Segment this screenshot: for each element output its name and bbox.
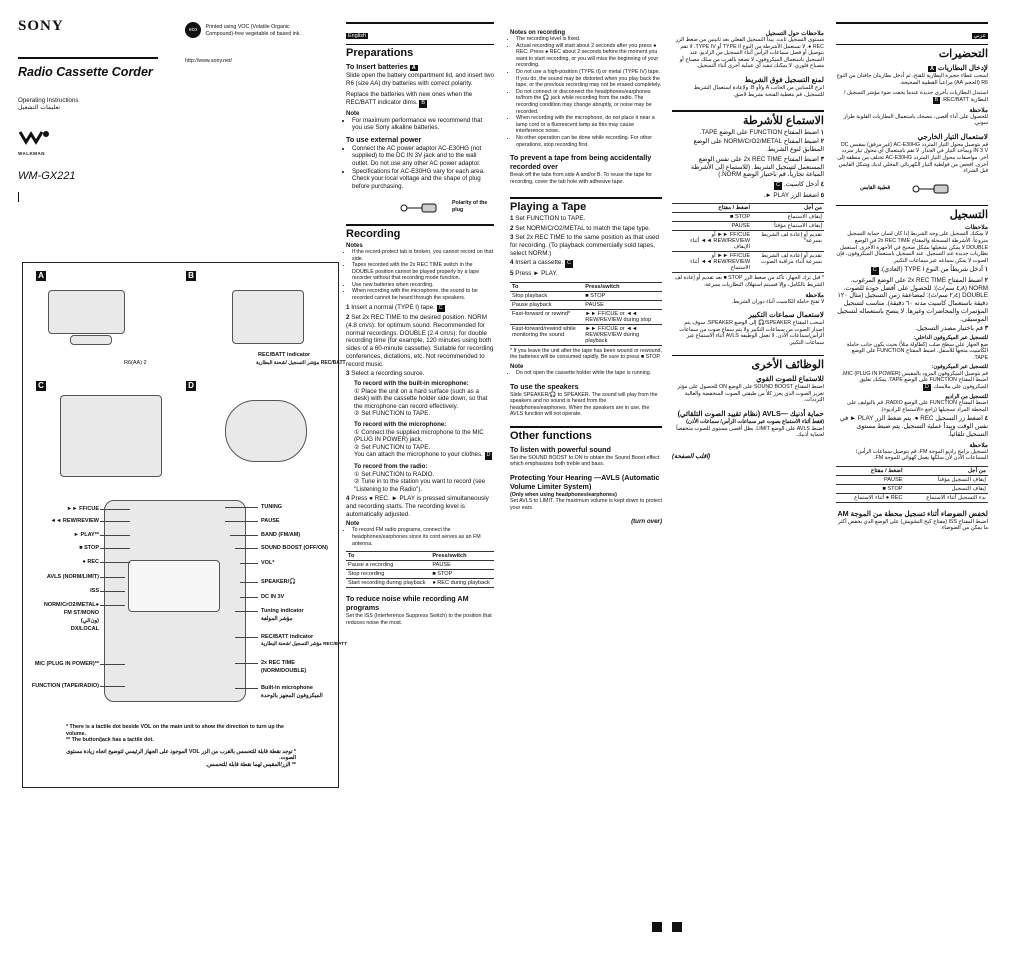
- table-header-row: من أجل اضغط / مفتاح: [836, 466, 988, 475]
- ar-prevent-heading: لمنع التسجيل فوق الشريط: [744, 74, 824, 84]
- label-fm-st-mono-ar: (ون/لي): [80, 618, 99, 624]
- prevent-overwrite-text: Break off the tabs from side A and/or B. To reuse the tape for recording, cover the tab hole with adhesive tape.: [510, 172, 653, 185]
- sony-url[interactable]: http://www.sony.net/: [185, 58, 233, 64]
- recording-operations-table: [346, 551, 494, 588]
- ar-notes-recording-text: مستوى التسجيل ثابت. يبدأ التسجيل الفعلي بعد ثانيتين من ضغط الزر REC ●. لا تستعمل الأشرطة من النوع TYPE II أو TYPE IV. لا تقم بتوصيل أو فصل سماعات الرأس أثناء التسجيل من الراديو. عند التسجيل باستعمال الميكروفون، لا تضعه بالقرب من سلك مصباح أو مصباح فلوري. لا يمكنك تنفيذ أي عملية أخرى أثناء التسجيل.: [675, 37, 824, 70]
- play-step-1: 1 Set FUNCTION to TAPE.: [510, 214, 586, 222]
- ar-ext-heading: لاستعمال التيار الخارجي: [917, 131, 988, 141]
- label-tuning-indicator-ar: مؤشر المولفة: [261, 616, 293, 622]
- label-norm-double: (NORM/DOUBLE): [261, 668, 307, 674]
- section-rule: [510, 197, 662, 199]
- recbatt-ar-label-b: مؤشر التسجيل /شحنة البطارية REC/BATT: [256, 360, 346, 366]
- leader-line: [240, 597, 258, 598]
- ar-rec-step-2: ٢ اضبط المفتاح 2x REC TIME على الوضع المرغوب. NORM (٤٫٨ سم/ث): للحصول على أفضل جودة للصوت. DOUBLE (٢٫٤ سم/ث): لمضاعفة زمن التسجيل (مثال ١٢٠ دقيقة باستعمال كاسيت مدته ٦٠ دقيقة). مناسب لتسجيل المؤتمرات والمحاضرات وغيرها. لا ينصح باستعماله لتسجيل الموسيقى.: [837, 276, 988, 323]
- label-iss: ISS: [90, 588, 99, 594]
- prep-note-heading: Note: [346, 110, 360, 117]
- label-function: FUNCTION (TAPE/RADIO): [31, 683, 99, 689]
- cover-tick: [18, 192, 19, 202]
- label-play: ► PLAY**: [73, 532, 99, 538]
- ar-playback-table: [672, 203, 824, 273]
- table-row: إيقاف التسجيل STOP ■: [836, 484, 988, 493]
- operating-instructions-en: Operating Instructions: [18, 96, 79, 104]
- ar-am-heading: لخفض الضوضاء أثناء تسجيل محطة من الموجة AM: [837, 508, 988, 518]
- ar-rec-step-3: ٣ قم باختيار مصدر التسجيل.: [915, 325, 988, 333]
- ar-play-step-4: ٤ أدخل كاسيت. C: [776, 180, 824, 188]
- mic-steps: ① Connect the supplied microphone to the MIC (PLUG IN POWER) jack. ② Set FUNCTION to TAPE. You can attach the microphone to your clothes. D: [354, 428, 491, 459]
- ar-play-heading: الاستماع للأشرطة: [742, 114, 824, 127]
- polarity-figure: [346, 190, 494, 222]
- leader-line: [225, 521, 258, 522]
- play-step-4: 4 Insert a cassette. C: [510, 259, 571, 267]
- replace-batteries-text: Replace the batteries with new ones when the REC/BATT indicator dims. B: [346, 91, 473, 106]
- ar-rec-heading: التسجيل: [949, 209, 988, 222]
- ar-builtin-heading: للتسجيل عبر الميكروفون الداخلي:: [913, 334, 988, 341]
- builtin-mic-heading: To record with the built-in microphone:: [354, 379, 469, 387]
- builtin-mic-steps: ① Place the unit on a hard surface (such as a desk) with the cassette holder side down, so that the microphone can record effectively. ② Set FUNCTION to TAPE.: [354, 387, 488, 418]
- leader-line: [235, 663, 258, 664]
- ar-polarity-figure: [836, 175, 988, 201]
- section-rule: [346, 22, 494, 24]
- section-rule: [836, 44, 988, 46]
- ar-prep-note: للحصول على أداء أقصى، ننصحك باستعمال البطاريات القلوية طراز سوني.: [843, 113, 988, 127]
- ar-avls-subheading: (فقط أثناء الاستماع بصوت عبر سماعات الرأس/ سماعات الأذن): [686, 418, 824, 425]
- table-header-row: من أجل اضغط / مفتاح: [672, 204, 824, 213]
- figure-c-label: C: [36, 381, 46, 391]
- ar-recording-table: [836, 466, 988, 503]
- avls-subheading: (Only when using headphones/earphones): [510, 491, 617, 498]
- main-unit-window: [128, 560, 220, 612]
- section-rule: [346, 44, 494, 46]
- sony-logo: SONY: [18, 18, 64, 34]
- ar-polarity-label: قطبية القابس: [860, 184, 890, 191]
- ar-play-note: لا تفتح حاملة الكاسيت أثناء دوران الشريط.: [731, 298, 824, 305]
- section-rule: [672, 110, 824, 112]
- recording-note-heading: Note: [346, 521, 360, 528]
- label-rew-review: ◄◄ REW/REVIEW: [50, 518, 99, 524]
- section-rule: [836, 205, 988, 207]
- label-fm-st-mono: FM ST/MONO: [63, 610, 99, 616]
- ar-power-text: اضبط المفتاح SOUND BOOST على الوضع ON للحصول على مؤثر تعزيز الصوت الذي يعزز كلاً من طبقتي الصوت المنخفضة والعالية الترددات.: [677, 384, 824, 404]
- table-row: إيقاف التسجيل مؤقتاً PAUSE: [836, 475, 988, 484]
- ar-rec-notes-heading: ملاحظات: [965, 225, 988, 232]
- label-2x-rec-time: 2x REC TIME: [261, 660, 295, 666]
- prevent-overwrite-heading: To prevent a tape from being accidentally recorded over: [510, 153, 652, 172]
- table-header-row: To Press/switch: [510, 282, 662, 291]
- label-rec: ● REC: [82, 559, 99, 565]
- leader-line: [100, 664, 125, 665]
- page-mark: [652, 922, 662, 932]
- leader-line: [100, 509, 130, 510]
- table-row: Pause playback PAUSE: [510, 300, 662, 309]
- ar-plug-polarity-icon: [908, 181, 954, 197]
- label-dx-local: DX/LOCAL: [70, 626, 99, 632]
- ar-prevent-text: انزع اللسانين من الجانب A و/أو B. ولإعادة استعمال الشريط للتسجيل، قم بتغطية الفتحة بشريط لاصق.: [693, 84, 824, 98]
- language-tag-english: English: [348, 32, 367, 39]
- label-mic-plug: MIC (PLUG IN POWER)**: [34, 661, 99, 667]
- figure-b-label: B: [186, 271, 196, 281]
- ar-avls-heading: حماية أذنيك —AVLS (نظام تقييد الصوت التلقائي): [677, 408, 824, 418]
- play-step-2: 2 Set NORM/CrO2/METAL to match the tape type.: [510, 224, 651, 232]
- label-dc-in: DC IN 3V: [261, 594, 285, 600]
- play-note-heading: Note: [510, 363, 524, 370]
- ar-am-text: اضبط المفتاح ISS (مفتاح كبح التشويش) على الوضع الذي يخفض أكثر ما يمكن من الضوضاء.: [838, 518, 988, 532]
- ar-replace-text: استبدل البطاريات بأخرى جديدة عندما يخفت ضوء مؤشر التسجيل / البطارية REC/BATT. B: [843, 90, 988, 103]
- ar-play-note-heading: ملاحظة: [805, 292, 824, 299]
- figure-c-cassette-illustration: [60, 395, 162, 477]
- ar-play-step-1: ١ اضبط المفتاح FUNCTION على الوضع TAPE.: [699, 128, 824, 136]
- label-ff-cue: ►► FF/CUE: [66, 506, 99, 512]
- operating-instructions-ar: تعليمات التشغيل: [18, 104, 61, 112]
- brand-rule: [18, 57, 158, 59]
- play-note-list: • Do not open the cassette holder while the tape is running.: [510, 370, 662, 377]
- polarity-label: Polarity of the plug: [452, 200, 488, 213]
- leader-line: [100, 548, 130, 549]
- other-functions-heading: Other functions: [510, 429, 592, 442]
- leader-line: [100, 577, 125, 578]
- table-row: بدء التسجيل أثناء الاستماع REC ● أثناء الاستماع: [836, 493, 988, 502]
- leader-line: [235, 637, 258, 638]
- figure-d-microphone-illustration: [225, 400, 307, 462]
- powerful-sound-text: Set the SOUND BOOST to ON to obtain the Sound Boost effect which emphasizes both treble and bass.: [510, 454, 660, 468]
- leader-line: [225, 507, 258, 508]
- label-sound-boost: SOUND BOOST (OFF/ON): [261, 545, 328, 551]
- footnote-vol-ar: * توجد نقطة قابلة للتحسس بالقرب من الزر VOL الموجود على الجهاز الرئيسي لتوضيح اتجاه زيادة مستوى الصوت.: [66, 748, 296, 762]
- ar-ext-text: قم بتوصيل محول التيار المتردد AC-E30HG (غير مرفق) بمقبس DC IN 3 V وبمأخذ التيار في الجدار. لا تقم باستعمال أي محول تيار متردد آخر. مواصفات محول التيار المتردد AC-E30HG تختلف من منطقة إلى أخرى. افحص من فولطية التيار الكهربائي المحلي لديك وشكل القابس قبل الشراء.: [837, 141, 988, 175]
- product-title: Radio Cassette Corder: [18, 64, 153, 79]
- ar-turn-over: (اقلب الصفحة): [672, 452, 711, 460]
- ar-prep-note-heading: ملاحظة: [969, 107, 988, 114]
- ar-prep-heading: التحضيرات: [938, 48, 988, 61]
- recbatt-label-b: REC/BATT indicator: [258, 352, 311, 358]
- leader-line: [100, 535, 130, 536]
- ar-rec-step-1: ١ أدخل شريطاً من النوع TYPE I (العادي). C: [872, 266, 988, 274]
- footnotes: [66, 724, 296, 769]
- prep-note-list: • For maximum performance we recommend that you use Sony alkaline batteries.: [346, 117, 494, 132]
- ar-mic-text: قم بتوصيل الميكروفون المزود بالمقبس MIC (PLUG IN POWER). اضبط المفتاح FUNCTION على الوضع TAPE. يمكنك تعليق الميكروفون على ملابسك. D: [841, 370, 988, 391]
- section-rule: [672, 355, 824, 357]
- eco-text: Printed using VOC (Volatile Organic Compound)-free vegetable oil based ink.: [205, 24, 301, 37]
- ar-speakers-text: اسحب المفتاح SPEAKER/🎧 إلى الوضع SPEAKER. سوف يتم إصدار الصوت من سماعات التكبير ولا يتم سماع صوت من سماعات الرأس/سماعات الأذن. لا تعمل الوظيفة AVLS أثناء الاستماع عبر سماعات التكبير.: [679, 320, 824, 346]
- leader-line: [100, 562, 130, 563]
- table-row: تقديم أو إعادة لف الشريط بسرعة* FF/CUE ►► أو REW/REVIEW ◄◄ أثناء الإيقاف: [672, 231, 824, 252]
- leader-line: [100, 521, 130, 522]
- radio-heading: To record from the radio:: [354, 462, 428, 470]
- avls-text: Set AVLS to LIMIT. The maximum volume is kept down to protect your ears.: [510, 498, 663, 511]
- am-noise-text: Set the ISS (Interference Suppress Switch) to the position that reduces noise the most.: [346, 613, 492, 626]
- play-step-3: 3 Set 2x REC TIME to the same position as that used for recording. (To playback commercially sold tapes, select NORM.): [510, 234, 659, 257]
- leader-line: [100, 591, 125, 592]
- english-column-1: [346, 22, 494, 626]
- ar-play-step-2: ٢ اضبط المفتاح NORM/CrO2/METAL على الوضع المطابق لنوع الشريط.: [693, 138, 824, 154]
- label-avls: AVLS (NORM/LIMIT): [46, 574, 99, 580]
- play-step-5: 5 Press ► PLAY.: [510, 270, 558, 278]
- label-tuning-indicator: Tuning indicator: [261, 608, 304, 614]
- speakers-heading: To use the speakers: [510, 381, 579, 391]
- ar-notes-recording-heading: ملاحظات حول التسجيل: [765, 31, 824, 37]
- preparations-heading: Preparations: [346, 47, 414, 60]
- ar-play-step-3: ٣ اضبط المفتاح 2x REC TIME على نفس الوضع المستعمل لتسجيل الشريط. (للاستماع إلى الأشرطة المباعة تجارياً، قم باختيار الوضع NORM.): [690, 155, 824, 179]
- label-band: BAND (FM/AM): [261, 532, 301, 538]
- turn-over-note: (turn over): [631, 517, 662, 525]
- ar-rec-step-4: ٤ اضغط زر التسجيل REC ●. يتم ضغط الزر PLAY ► في نفس الوقت ويبدأ عملية التسجيل. يتم ضبط مستوى التسجيل تلقائياً.: [839, 415, 988, 438]
- battery-icon: [70, 335, 112, 345]
- recording-note-list: • To record FM radio programs, connect the headphones/earphones since its cord serves as an FM antenna.: [346, 527, 494, 547]
- recording-notes-list: • If the record-protect tab is broken, you cannot record on that side. • Tapes recorded with the 2x REC TIME switch in the DOUBLE position cannot be played properly by a tape recorder without that recording mode function. • Use new batteries when recording. • When recording with the microphone, the sound to be recorded cannot be heard through the speakers.: [346, 249, 494, 302]
- ar-radio-heading: للتسجيل من الراديو: [945, 393, 988, 400]
- avls-heading: Protecting Your Hearing —AVLS (Automatic Volume Limiter System): [510, 472, 660, 491]
- ar-rec-note: لتسجيل برامج راديو الموجة FM، قم بتوصيل سماعات الرأس/السماعات الأذن لأن سلكها يعمل كهوائي للموجة FM.: [855, 448, 988, 462]
- footnote-vol: * There is a tactile dot beside VOL on the main unit to show the direction to turn up the volume.: [66, 724, 284, 737]
- label-builtin-mic-ar: الميكروفون المجهز بالوحدة: [261, 693, 323, 699]
- ar-rec-notes: لا يمكنك التسجيل على وجه الشريط إذا كان لسان حماية التسجيل منزوعاً. الأشرطة المسجلة والمفتاح 2x REC TIME في الوضع DOUBLE لا يمكن تشغيلها بشكل صحيح في الأجهزة الأخرى. استعمل بطاريات جديدة عند التسجيل. عند التسجيل باستعمال الميكروفون، فإن الصوت لا يمكن سماعه عبر سماعات التكبير.: [836, 231, 988, 264]
- walkman-logo: WALKMAN: [18, 128, 58, 156]
- leader-line: [235, 688, 258, 689]
- eco-badge: [185, 22, 305, 40]
- figure-b-indicator-illustration: [232, 290, 304, 344]
- playing-tape-heading: Playing a Tape: [510, 200, 587, 213]
- am-noise-heading: To reduce noise while recording AM programs: [346, 594, 469, 613]
- leader-line: [235, 611, 258, 612]
- notes-on-recording-list: • The recording level is fixed. • Actual recording will start about 2 seconds after you press ● REC. Press ● REC about 2 seconds before the moment you want to start recording, or you will miss the beginning of your recording. • Do not use a high-position (TYPE II) or metal (TYPE IV) tape. If you do, the sound may be distorted when you play back the tape, or the previous recording may not be erased completely. • Do not connect or disconnect the headphones/earphones to/from the 🎧 jack while recording from the radio. The recording condition may change abruptly, or noise may be recorded. • When recording with the microphone, do not place it near a lamp cord or a fluorescent lamp as this may cause interference noise. • No other operation can be done while recording. For other operations, stop recording first.: [510, 36, 662, 148]
- ar-power-heading: للاستماع للصوت القوي: [756, 374, 824, 384]
- table-row: Pause a recording PAUSE: [346, 561, 494, 570]
- table-row: Stop recording ■ STOP: [346, 570, 494, 579]
- notes-on-recording-heading: Notes on recording: [510, 30, 566, 36]
- ar-other-heading: الوظائف الأخرى: [751, 359, 824, 372]
- eco-leaf-icon: eco: [185, 22, 201, 38]
- language-tag-arabic: عربي: [973, 32, 986, 39]
- ar-radio-text: اضبط المفتاح FUNCTION على الوضع RADIO. قم بالتوليف على المحطة المراد تسجيلها (راجع «الاستماع للراديو»).: [846, 400, 988, 413]
- model-number: WM-GX221: [18, 169, 76, 182]
- powerful-sound-heading: To listen with powerful sound: [510, 444, 611, 454]
- ar-rec-note-heading: ملاحظة: [969, 442, 988, 449]
- label-recbatt: REC/BATT indicator: [261, 634, 314, 640]
- plug-polarity-icon: [396, 200, 442, 216]
- cover-panel: [18, 18, 168, 258]
- playback-operations-table: [510, 282, 662, 346]
- radio-steps: ① Set FUNCTION to RADIO. ② Tune in to the station you want to record (see "Listening to the Radio").: [354, 470, 486, 493]
- leader-line: [240, 582, 258, 583]
- page-mark: [672, 922, 682, 932]
- ar-avls-text: اضبط AVLS على الوضع LIMIT. يظل أقصى مستوى للصوت منخفضاً لحماية أذنيك.: [676, 425, 824, 439]
- ar-play-footnote: * قبل ترك الجهاز، تأكد من ضغط الزر STOP ■ بعد تقديم أو إعادة لف الشريط بالكامل، وإلا فسيتم استهلاك البطاريات بسرعة.: [674, 275, 824, 288]
- leader-line: [235, 548, 258, 549]
- leader-line: [100, 686, 125, 687]
- speakers-text: Slide SPEAKER/🎧 to SPEAKER. The sound will play from the speakers and no sound is heard from the headphones/earphones. When the speakers are in use, the AVLS function will not operate.: [510, 391, 658, 418]
- figure-d-label: D: [186, 381, 196, 391]
- section-rule: [510, 426, 662, 428]
- ar-play-step-5: ٥ اضغط الزر PLAY ►.: [763, 191, 824, 199]
- label-pause: PAUSE: [261, 518, 280, 524]
- ar-builtin-text: ضع الجهاز على سطح صلب (كطاولة مثلاً) بحيث يكون جانب حاملة الكاسيت متجهاً للأسفل. اضبط المفتاح FUNCTION على الوضع TAPE.: [846, 341, 988, 361]
- label-speaker: SPEAKER/🎧: [261, 579, 296, 585]
- table-row: تقديم أو إعادة لف الشريط بسرعة أثناء مراقبة الصوت FF/CUE ►► أو REW/REVIEW ◄◄ أثناء الاستماع: [672, 252, 824, 273]
- leader-line: [100, 605, 125, 606]
- external-power-list: • Connect the AC power adaptor AC-E30HG (not supplied) to the DC IN 3V jack and to the wall outlet. Do not use any other AC power adaptor. • Specifications for AC-E30HG vary for each area. Check your local voltage and the shape of plug before purchasing.: [346, 145, 494, 191]
- label-norm-cro2-metal: NORM/CrO2/METAL●: [43, 602, 99, 608]
- table-header-row: To Press/switch: [346, 552, 494, 561]
- label-recbatt-ar: مؤشر التسجيل /شحنة البطارية REC/BATT: [261, 642, 347, 647]
- mic-heading: To record with the microphone:: [354, 420, 447, 428]
- table-row: إيقاف الاستماع STOP ■: [672, 213, 824, 222]
- insert-batteries-text: Slide open the battery compartment lid, and insert two R6 (size AA) dry batteries with correct polarity.: [346, 72, 494, 87]
- footnote-tactile: ** The button/jack has a tactile dot.: [66, 737, 154, 744]
- ar-insert-text: اسحب غطاء حجيرة البطارية للفتح، ثم أدخل بطاريتان جافتان من النوع R6 (الحجم AA) مراعياً القطبية الصحيحة.: [836, 73, 988, 86]
- label-stop: ■ STOP: [79, 545, 99, 551]
- label-builtin-mic: Built-in microphone: [261, 685, 313, 691]
- recording-heading: Recording: [346, 227, 401, 240]
- table-row: Fast-forward/rewind while monitoring the sound ►► FF/CUE or ◄◄ REW/REVIEW during playback: [510, 324, 662, 345]
- ar-insert-heading: لإدخال البطاريات A: [929, 63, 988, 73]
- figure-a-battery-illustration: [48, 290, 125, 334]
- arabic-column-2: [836, 22, 988, 532]
- table-row: Start recording during playback ● REC during playback: [346, 579, 494, 588]
- section-rule: [346, 224, 494, 226]
- label-vol: VOL*: [261, 560, 275, 566]
- recording-step-4: 4 Press ● REC. ► PLAY is pressed simultaneously and recording starts. The recording level is automatically adjusted.: [346, 495, 489, 518]
- table-row: Fast-forward or rewind* ►► FF/CUE or ◄◄ REW/REVIEW during stop: [510, 309, 662, 324]
- recording-step-2: 2 Set 2x REC TIME to the desired position. NORM (4.8 cm/s): for optimum sound. Recommended for normal recordings. DOUBLE (2.4 cm/s): for double recording time (for example, 120 minutes using both sides of a 60-minute cassette). Suitable for recording conferences, dictations, etc. Not recommended to record music.: [346, 314, 494, 368]
- ar-speakers-heading: لاستعمال سماعات التكبير: [748, 310, 824, 320]
- walkman-w-icon: [18, 128, 52, 146]
- ar-mic-heading: للتسجيل عبر الميكروفون:: [931, 364, 988, 371]
- figure-a-label: A: [36, 271, 46, 281]
- external-power-heading: To use external power: [346, 134, 422, 144]
- leader-line: [230, 535, 258, 536]
- play-footnote: * If you leave the unit after the tape has been wound or rewound, the batteries will be consumed rapidly. Be sure to press ■ STOP.: [510, 347, 662, 361]
- english-column-2: [510, 30, 662, 525]
- recording-step-3: 3 Select a recording source.: [346, 370, 425, 378]
- table-row: إيقاف الاستماع مؤقتاً PAUSE: [672, 222, 824, 231]
- footnote-tactile-ar: ** الزر/المقبس لهما نقطة قابلة للتحسس.: [205, 761, 296, 768]
- label-tuning: TUNING: [261, 504, 283, 510]
- table-row: Stop playback ■ STOP: [510, 291, 662, 300]
- recording-notes-heading: Notes: [346, 242, 363, 249]
- insert-batteries-heading: To Insert batteries A: [346, 62, 416, 72]
- recording-step-1: 1 Insert a normal (TYPE I) tape. C: [346, 303, 443, 311]
- r6-label: R6(AA) 2: [124, 360, 147, 366]
- arabic-column-1: [672, 30, 824, 460]
- leader-line: [240, 563, 258, 564]
